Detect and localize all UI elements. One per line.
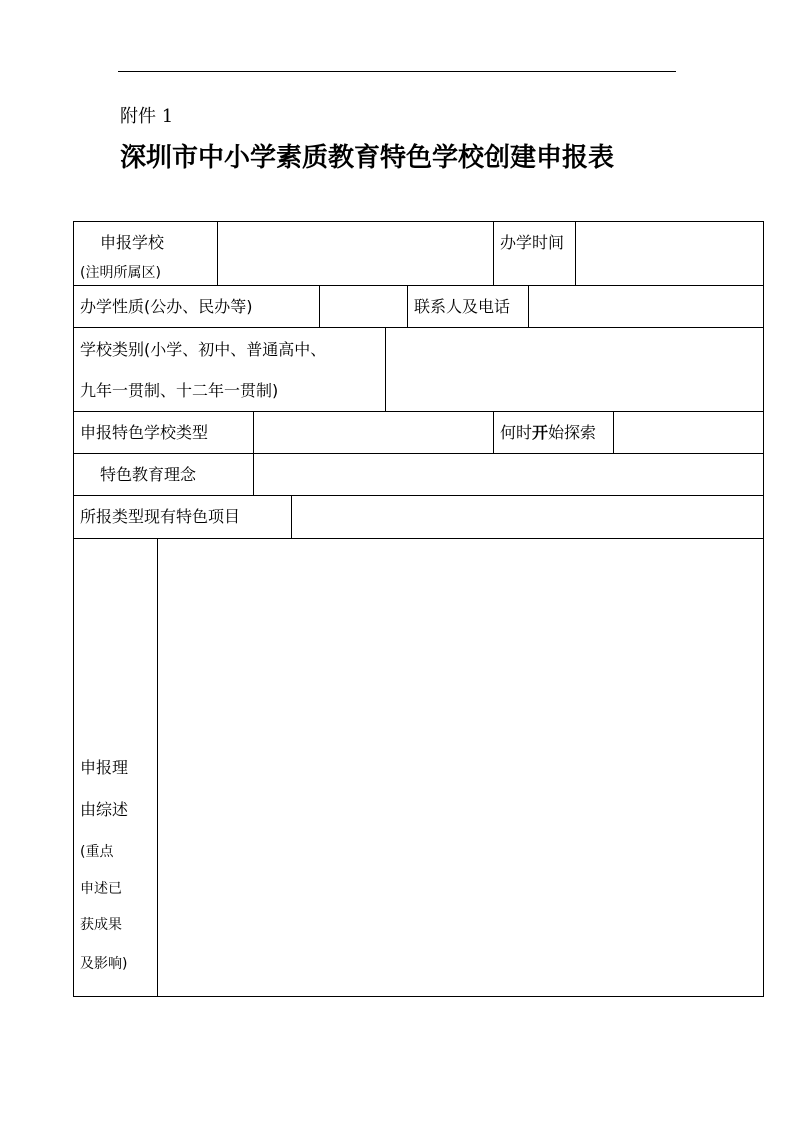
existing-projects-label: 所报类型现有特色项目 [80,507,241,526]
header-rule [118,71,676,72]
reason-label-cell [73,538,157,997]
feature-type-label: 申报特色学校类型 [80,423,209,442]
exploration-start-suffix: 始探索 [548,423,597,442]
reason-summary-field[interactable] [157,538,764,997]
existing-projects-field[interactable] [291,495,764,538]
table-right-border [763,221,764,997]
founding-time-label-cell [493,221,575,285]
philosophy-field[interactable] [253,453,764,495]
founding-time-label: 办学时间 [500,233,565,252]
school-nature-field[interactable] [319,285,407,327]
reason-label-line: 申述已 [80,881,122,897]
contact-label: 联系人及电话 [414,297,511,316]
school-category-label-line2: 九年一贯制、十二年一贯制) [80,381,279,400]
school-name-label-cell [73,221,217,285]
existing-projects-label-cell [73,495,291,538]
attachment-label: 附件 1 [120,106,174,127]
reason-label-line: (重点 [80,844,114,860]
philosophy-label-cell [73,453,253,495]
exploration-start-prefix: 何时 [500,423,533,442]
form-title: 深圳市中小学素质教育特色学校创建申报表 [120,143,615,173]
exploration-start-label [500,423,596,443]
school-nature-label-cell [73,285,319,327]
contact-field[interactable] [528,285,764,327]
contact-label-cell [407,285,528,327]
reason-label-line: 申报理 [80,758,129,777]
reason-label-line: 及影响) [80,956,128,972]
exploration-start-field[interactable] [613,411,764,453]
exploration-start-label-cell [493,411,613,453]
school-nature-label: 办学性质(公办、民办等) [80,297,253,316]
school-name-note: (注明所属区) [80,265,161,281]
philosophy-label: 特色教育理念 [100,465,197,484]
application-form-table [73,221,764,997]
exploration-start-bold: 开 [532,423,549,442]
school-category-label-line1: 学校类别(小学、初中、普通高中、 [80,340,327,359]
school-category-label-cell [73,327,385,411]
founding-time-field[interactable] [575,221,764,285]
school-category-field[interactable] [385,327,764,411]
table-bottom-border [73,996,764,997]
reason-label-line: 由综述 [80,800,129,819]
school-name-label: 申报学校 [100,233,165,252]
school-name-field[interactable] [217,221,493,285]
feature-type-label-cell [73,411,253,453]
reason-label-line: 获成果 [80,917,122,933]
feature-type-field[interactable] [253,411,493,453]
